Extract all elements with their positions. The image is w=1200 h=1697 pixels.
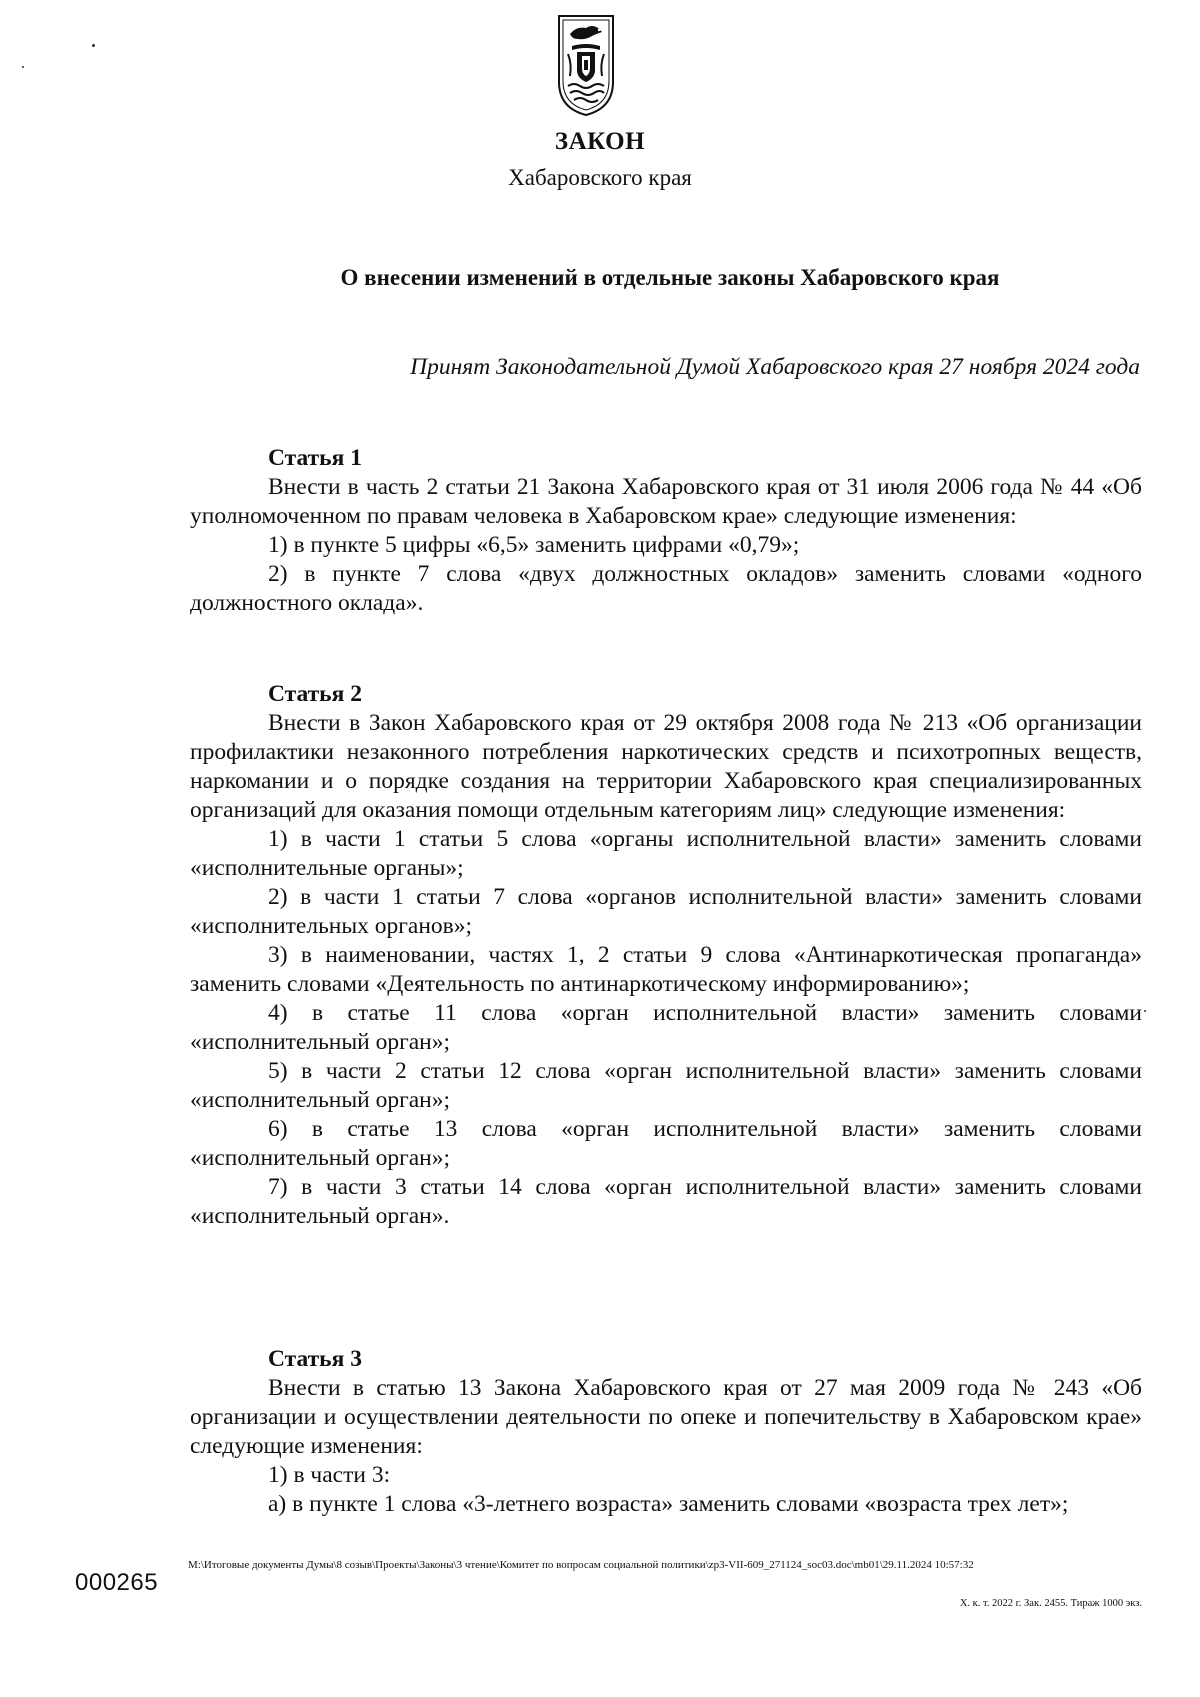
file-path: M:\Итоговые документы Думы\8 созыв\Проекты\Законы\3 чтение\Комитет по вопросам социальной политики\zp3-VII-609_271124_soc03.doc\mb01\29.11.2024 10:57:32 <box>188 1559 974 1571</box>
article-3 <box>190 1345 1142 1519</box>
article-paragraph: Внести в Закон Хабаровского края от 29 октября 2008 года № 213 «Об организации профилактики незаконного потребления наркотических средств и психотропных веществ, наркомании и о порядке создания на территории Хабаровского края специализированных организаций для оказания помощи отдельным категориям лиц» следующие изменения: <box>190 710 1142 823</box>
article-title: Статья 2 <box>268 681 362 707</box>
article-title: Статья 1 <box>268 445 362 471</box>
document-number: 000265 <box>75 1569 159 1596</box>
article-paragraph: 1) в части 3: <box>268 1462 391 1488</box>
article-paragraph: а) в пункте 1 слова «3-летнего возраста» заменить словами «возраста трех лет»; <box>268 1491 1069 1517</box>
article-paragraph: 2) в части 1 статьи 7 слова «органов исполнительной власти» заменить словами «исполнительных органов»; <box>190 884 1142 939</box>
article-paragraph: Внести в статью 13 Закона Хабаровского края от 27 мая 2009 года № 243 «Об организации и осуществлении деятельности по опеке и попечительству в Хабаровском крае» следующие изменения: <box>190 1375 1142 1459</box>
article-1 <box>190 444 1142 618</box>
article-paragraph: Внести в часть 2 статьи 21 Закона Хабаровского края от 31 июля 2006 года № 44 «Об уполномоченном по правам человека в Хабаровском крае» следующие изменения: <box>190 474 1142 529</box>
article-paragraph: 1) в части 1 статьи 5 слова «органы исполнительной власти» заменить словами «исполнительные органы»; <box>190 826 1142 881</box>
khabarovsk-coat-of-arms-icon <box>556 12 616 118</box>
document-title: ЗАКОН <box>554 128 646 155</box>
article-paragraph: 6) в статье 13 слова «орган исполнительной власти» заменить словами «исполнительный орган»; <box>190 1116 1142 1171</box>
article-paragraph: 5) в части 2 статьи 12 слова «орган исполнительной власти» заменить словами «исполнительный орган»; <box>190 1058 1142 1113</box>
article-paragraph: 2) в пункте 7 слова «двух должностных окладов» заменить словами «одного должностного оклада». <box>190 561 1142 616</box>
scan-speck <box>92 44 95 47</box>
document-subtitle: Хабаровского края <box>508 165 692 190</box>
adopted-line: Принят Законодательной Думой Хабаровского края 27 ноября 2024 года <box>410 354 1140 380</box>
law-heading: О внесении изменений в отдельные законы Хабаровского края <box>340 265 1000 290</box>
article-paragraph: 7) в части 3 статьи 14 слова «орган исполнительной власти» заменить словами «исполнительный орган». <box>190 1174 1142 1229</box>
article-paragraph: 4) в статье 11 слова «орган исполнительной власти» заменить словами «исполнительный орган»; <box>190 1000 1142 1055</box>
article-2 <box>190 680 1142 1231</box>
print-info: Х. к. т. 2022 г. Зак. 2455. Тираж 1000 экз. <box>959 1598 1142 1609</box>
article-paragraph: 1) в пункте 5 цифры «6,5» заменить цифрами «0,79»; <box>268 532 800 558</box>
scan-speck <box>1144 1010 1146 1012</box>
article-paragraph: 3) в наименовании, частях 1, 2 статьи 9 слова «Антинаркотическая пропаганда» заменить словами «Деятельность по антинаркотическому информированию»; <box>190 942 1142 997</box>
scan-speck <box>22 66 24 68</box>
article-title: Статья 3 <box>268 1346 362 1372</box>
